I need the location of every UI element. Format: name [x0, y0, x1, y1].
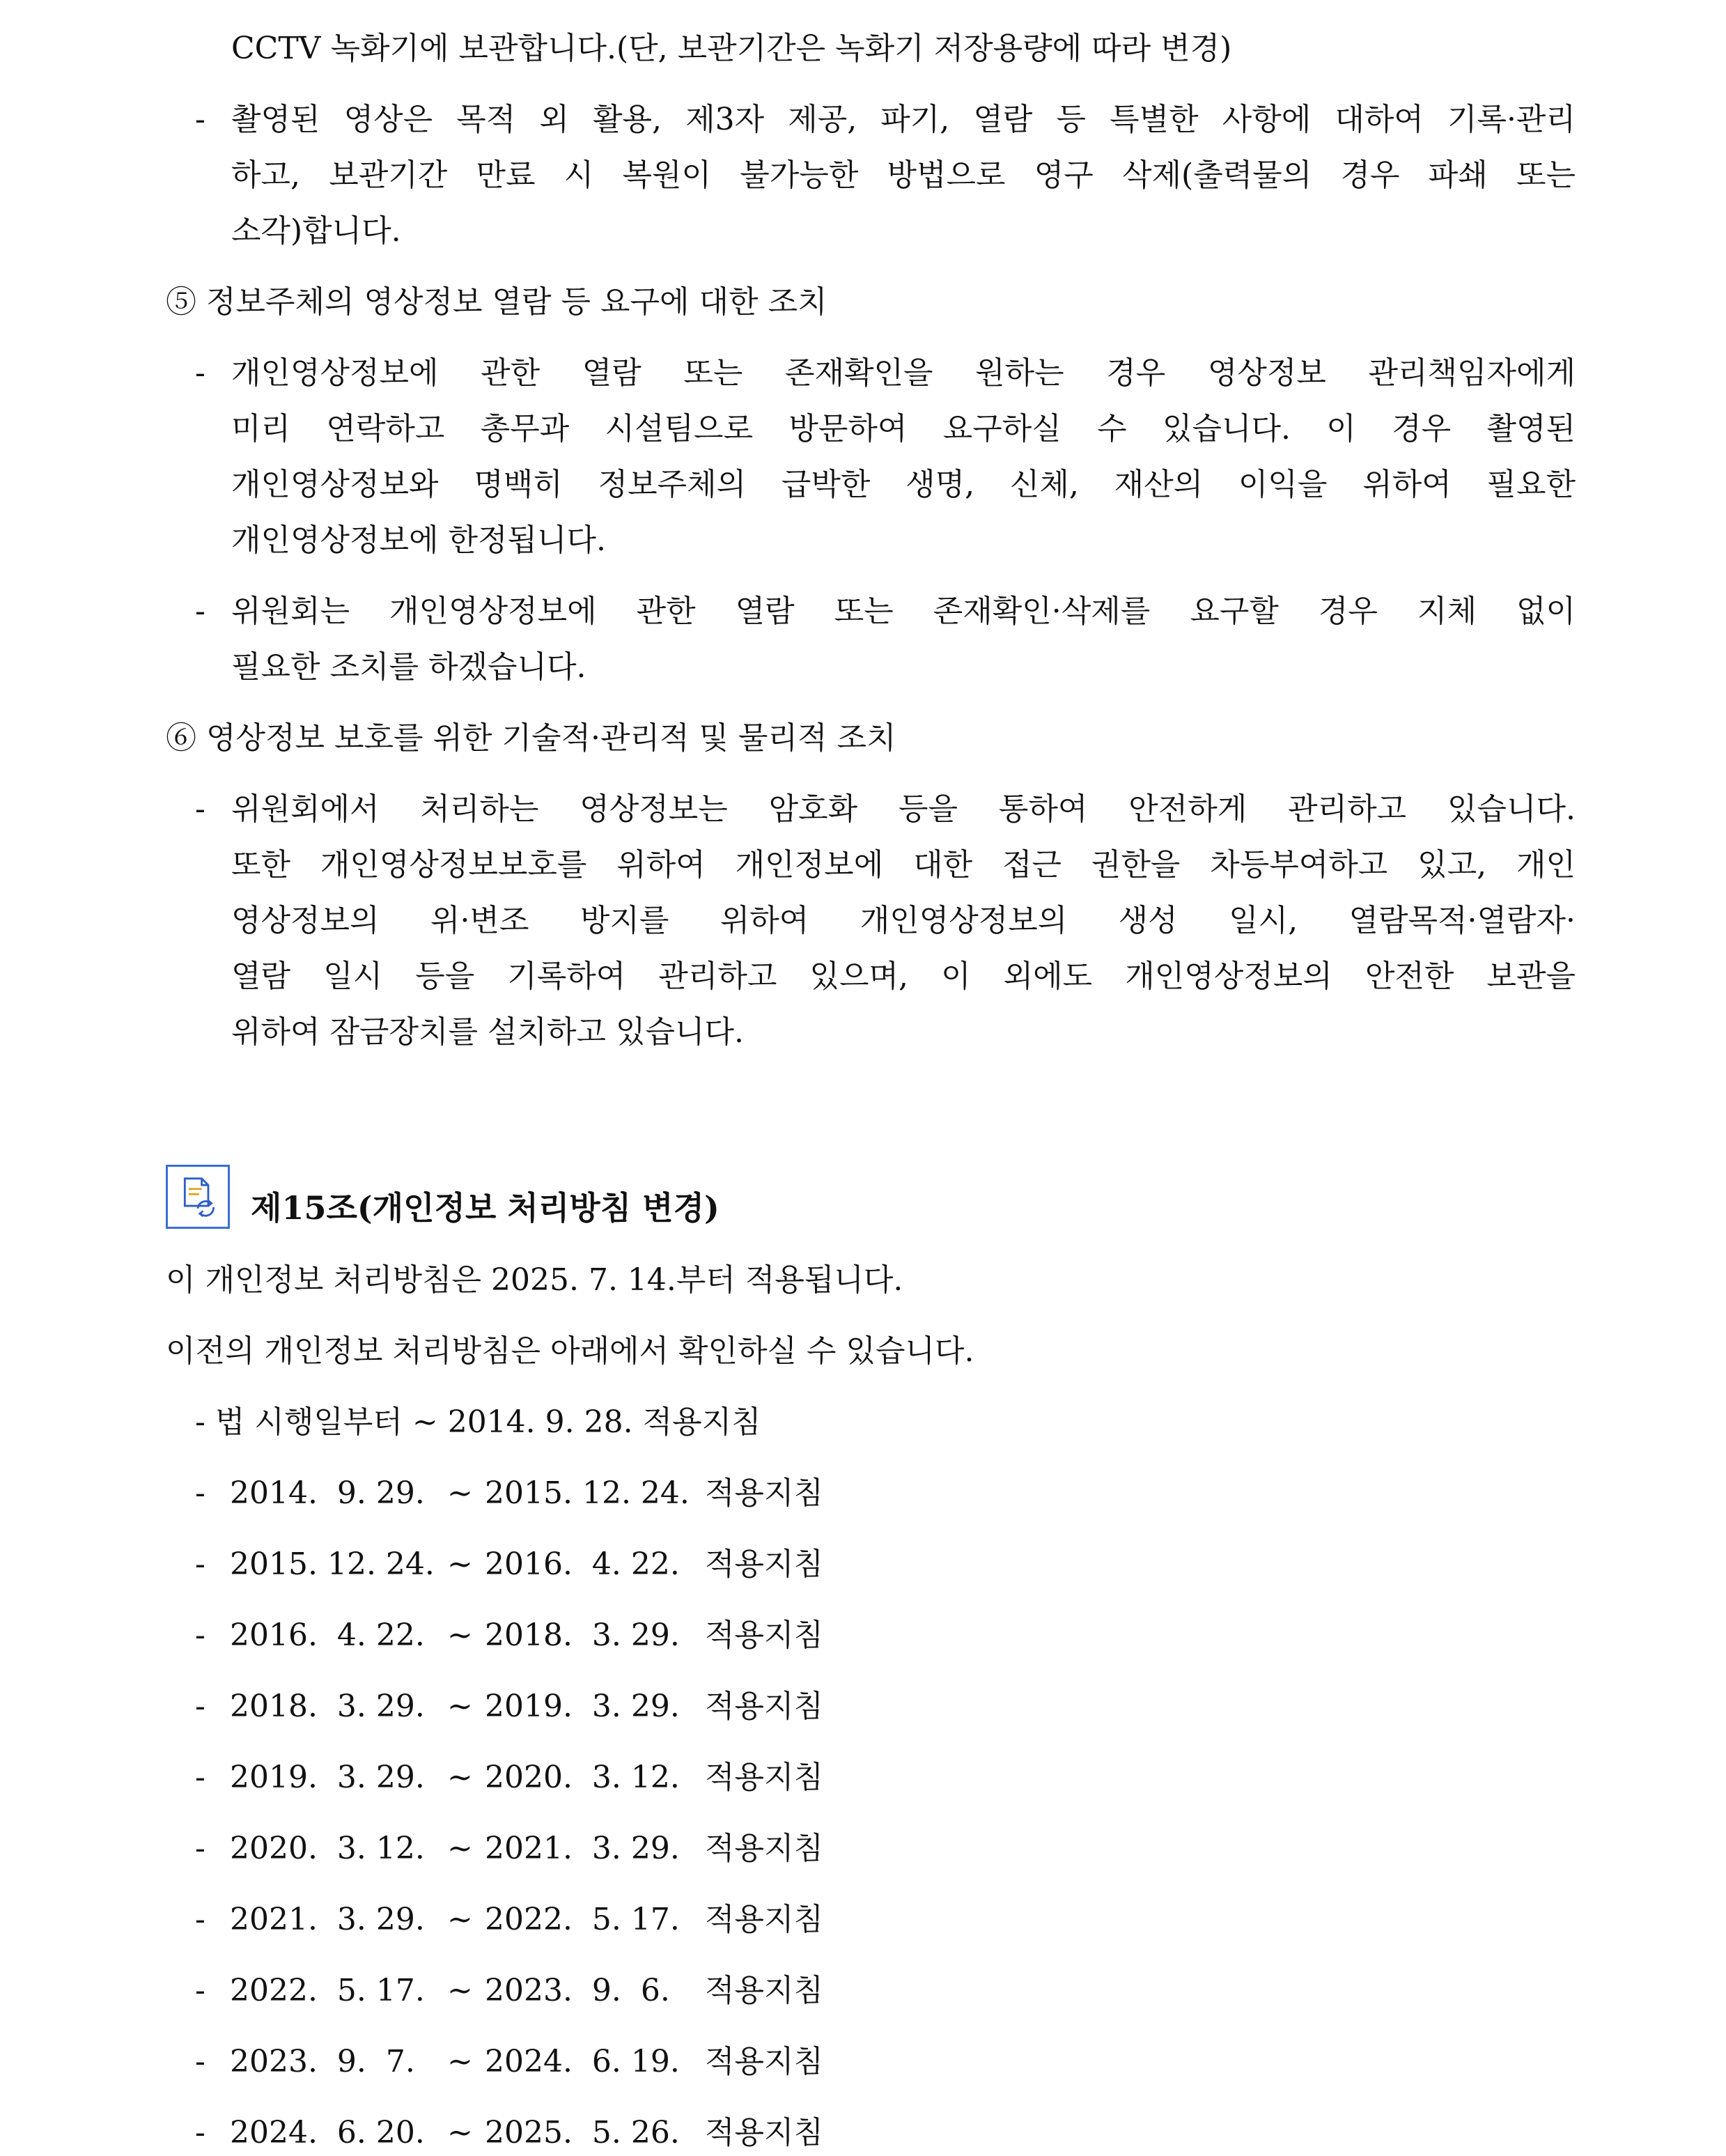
history-dash: - — [195, 1973, 205, 2008]
document-refresh-icon — [166, 1165, 230, 1229]
history-label: 적용지침 — [705, 1831, 824, 1866]
history-separator: ~ — [447, 2044, 473, 2079]
history-dash: - — [195, 1618, 205, 1653]
history-separator: ~ — [447, 1689, 473, 1724]
history-start-date: 2015. 12. 24. — [230, 1546, 435, 1582]
section-6-para1-line5: 위하여 잠금장치를 설치하고 있습니다. — [231, 1014, 745, 1050]
section-5-para1-line4: 개인영상정보에 한정됩니다. — [231, 522, 607, 558]
bullet-dash: - — [195, 791, 205, 827]
bullet-dash: - — [195, 102, 205, 137]
history-start-date: 2020. 3. 12. — [230, 1831, 425, 1866]
section-6-para1-line3: 영상정보의 위·변조 방지를 위하여 개인영상정보의 생성 일시, 열람목적·열람자· — [231, 903, 1576, 938]
history-dash: - — [195, 1902, 205, 1937]
history-end-date: 2025. 5. 26. — [485, 2115, 680, 2150]
section-5-title: ⑤ 정보주체의 영상정보 열람 등 요구에 대한 조치 — [166, 284, 827, 320]
cctv-storage-tail: CCTV 녹화기에 보관합니다.(단, 보관기간은 녹화기 저장용량에 따라 변경) — [231, 31, 1232, 66]
section-5-para1-line3: 개인영상정보와 명백히 정보주체의 급박한 생명, 신체, 재산의 이익을 위하여 필요한 — [231, 467, 1576, 502]
history-end-date: 2015. 12. 24. — [485, 1475, 690, 1511]
article-15-title: 제15조(개인정보 처리방침 변경) — [251, 1189, 720, 1227]
section-5-para2-line1: 위원회는 개인영상정보에 관한 열람 또는 존재확인·삭제를 요구할 경우 지체 없이 — [231, 594, 1576, 629]
history-dash: - — [195, 1546, 205, 1582]
section-6-para1-line4: 열람 일시 등을 기록하여 관리하고 있으며, 이 외에도 개인영상정보의 안전한 보관을 — [231, 959, 1576, 994]
history-start-date: 2014. 9. 29. — [230, 1475, 425, 1511]
history-end-date: 2018. 3. 29. — [485, 1618, 680, 1653]
history-end-date: 2022. 5. 17. — [485, 1902, 680, 1937]
history-start-date: 2016. 4. 22. — [230, 1618, 425, 1653]
previous-policy-intro: 이전의 개인정보 처리방침은 아래에서 확인하실 수 있습니다. — [166, 1333, 974, 1369]
history-label: 적용지침 — [705, 1902, 824, 1937]
history-separator: ~ — [447, 1973, 473, 2008]
history-dash: - — [195, 1760, 205, 1795]
section-6-title: ⑥ 영상정보 보호를 위한 기술적·관리적 및 물리적 조치 — [166, 720, 896, 756]
history-item-first: - 법 시행일부터 ~ 2014. 9. 28. 적용지침 — [195, 1404, 761, 1440]
bullet-dash: - — [195, 594, 205, 629]
history-dash: - — [195, 1831, 205, 1866]
history-label: 적용지침 — [705, 2115, 824, 2150]
section-6-para1-line2: 또한 개인영상정보보호를 위하여 개인정보에 대한 접근 권한을 차등부여하고 있고, 개인 — [231, 847, 1576, 883]
section-5-para1-line1: 개인영상정보에 관한 열람 또는 존재확인을 원하는 경우 영상정보 관리책임자에게 — [231, 355, 1576, 391]
history-dash: - — [195, 2044, 205, 2079]
history-start-date: 2018. 3. 29. — [230, 1689, 425, 1724]
history-separator: ~ — [447, 2115, 473, 2150]
history-label: 적용지침 — [705, 1973, 824, 2008]
section-5-para2-line2: 필요한 조치를 하겠습니다. — [231, 649, 586, 685]
history-start-date: 2024. 6. 20. — [230, 2115, 425, 2150]
history-label: 적용지침 — [705, 1689, 824, 1724]
history-label: 적용지침 — [705, 1475, 824, 1511]
history-end-date: 2020. 3. 12. — [485, 1760, 680, 1795]
history-start-date: 2021. 3. 29. — [230, 1902, 425, 1937]
history-end-date: 2016. 4. 22. — [485, 1546, 680, 1582]
history-dash: - — [195, 2115, 205, 2150]
history-dash: - — [195, 1689, 205, 1724]
section-5-para1-line2: 미리 연락하고 총무과 시설팀으로 방문하여 요구하실 수 있습니다. 이 경우 촬영된 — [231, 411, 1576, 447]
history-dash: - — [195, 1475, 205, 1511]
history-end-date: 2024. 6. 19. — [485, 2044, 680, 2079]
history-separator: ~ — [447, 1475, 473, 1511]
history-start-date: 2019. 3. 29. — [230, 1760, 425, 1795]
destruction-line-3: 소각)합니다. — [231, 213, 401, 249]
history-separator: ~ — [447, 1618, 473, 1653]
bullet-dash: - — [195, 355, 205, 391]
history-end-date: 2023. 9. 6. — [485, 1973, 670, 2008]
destruction-line-2: 하고, 보관기간 만료 시 복원이 불가능한 방법으로 영구 삭제(출력물의 경우 파쇄 또는 — [231, 157, 1576, 193]
effective-date-text: 이 개인정보 처리방침은 2025. 7. 14.부터 적용됩니다. — [166, 1262, 903, 1298]
history-end-date: 2021. 3. 29. — [485, 1831, 680, 1866]
history-separator: ~ — [447, 1902, 473, 1937]
history-start-date: 2022. 5. 17. — [230, 1973, 425, 2008]
history-label: 적용지침 — [705, 1618, 824, 1653]
history-end-date: 2019. 3. 29. — [485, 1689, 680, 1724]
destruction-line-1: 촬영된 영상은 목적 외 활용, 제3자 제공, 파기, 열람 등 특별한 사항에 대하여 기록·관리 — [231, 102, 1576, 137]
section-6-para1-line1: 위원회에서 처리하는 영상정보는 암호화 등을 통하여 안전하게 관리하고 있습니다. — [231, 791, 1576, 827]
history-label: 적용지침 — [705, 1546, 824, 1582]
history-separator: ~ — [447, 1831, 473, 1866]
history-separator: ~ — [447, 1760, 473, 1795]
history-label: 적용지침 — [705, 1760, 824, 1795]
history-separator: ~ — [447, 1546, 473, 1582]
history-start-date: 2023. 9. 7. — [230, 2044, 415, 2079]
history-label: 적용지침 — [705, 2044, 824, 2079]
